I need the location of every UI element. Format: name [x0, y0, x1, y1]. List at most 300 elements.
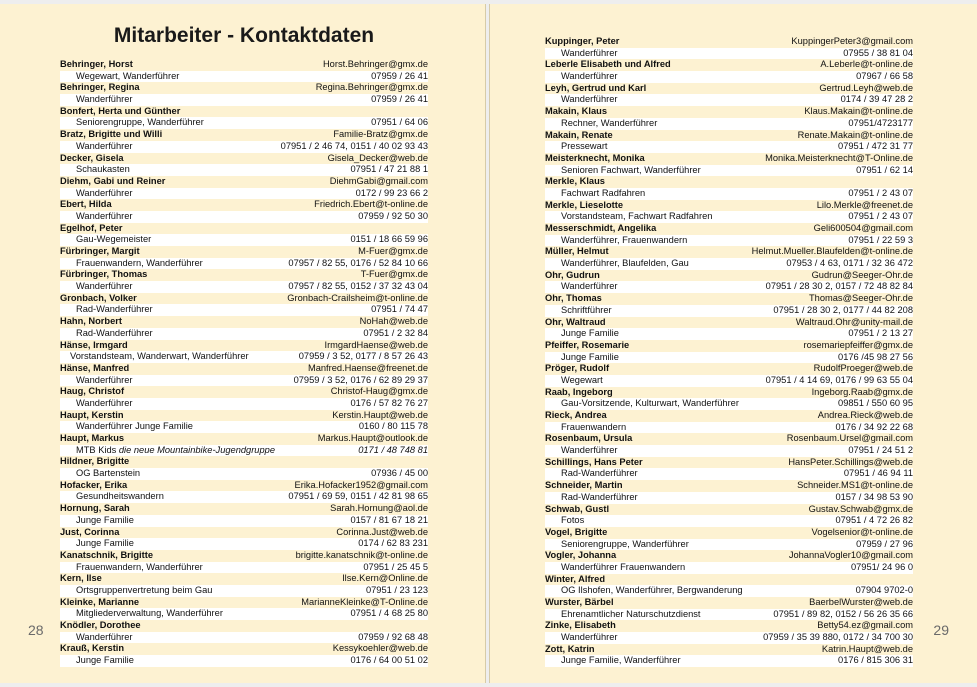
contact-role	[545, 235, 687, 247]
contact-role-row	[545, 562, 913, 574]
contact-name: Fürbringer, Thomas	[60, 269, 148, 280]
contact-name-row	[60, 269, 428, 281]
contact-name: Pröger, Rudolf	[545, 363, 610, 374]
contact-entry	[545, 176, 913, 199]
contact-name: Diehm, Gabi und Reiner	[60, 175, 166, 186]
contact-email: Gronbach-Crailsheim@t-online.de	[287, 292, 428, 303]
contact-role	[60, 94, 133, 106]
contact-role-text: Seniorengruppe, Wanderführer	[561, 538, 689, 549]
contact-role	[545, 48, 618, 60]
contact-role-text: Junge Familie, Wanderführer	[561, 655, 681, 666]
contact-role	[60, 421, 193, 433]
contact-role-text: Wanderführer, Blaufelden, Gau	[561, 258, 689, 269]
contact-entry	[60, 527, 428, 550]
contact-phone: 07951 / 62 14	[856, 164, 913, 175]
contact-name: Vogler, Johanna	[545, 550, 617, 561]
contact-name-row	[545, 433, 913, 445]
contact-name: Winter, Alfred	[545, 573, 606, 584]
contact-phone: 0157 / 34 98 53 90	[835, 491, 913, 502]
contact-role-text: Rad-Wanderführer	[561, 491, 638, 502]
contact-role-row	[545, 515, 913, 527]
contact-phone: 07951 / 24 51 2	[848, 445, 913, 456]
contact-entry	[545, 504, 913, 527]
contact-name: Ohr, Waltraud	[545, 316, 606, 327]
contact-role-row	[60, 304, 428, 316]
contact-phone: 0176 / 34 92 22 68	[835, 421, 913, 432]
contact-role-text: Wanderführer	[561, 71, 618, 82]
contact-role	[60, 562, 203, 574]
contact-email: RudolfProeger@web.de	[813, 363, 913, 374]
contact-role-row	[545, 609, 913, 621]
contact-email: Lilo.Merkle@freenet.de	[816, 199, 913, 210]
contact-role-text: Wanderführer	[76, 94, 133, 105]
contact-role	[60, 328, 153, 340]
contact-name-row	[545, 246, 913, 258]
contact-role-text: Wanderführer	[76, 210, 133, 221]
contact-role	[545, 281, 618, 293]
contact-role	[545, 375, 603, 387]
contact-role-text: Vorstandsteam, Wanderwart, Wanderführer	[70, 351, 249, 362]
contact-phone: 0176 / 57 82 76 27	[350, 397, 428, 408]
contact-name: Kern, Ilse	[60, 573, 102, 584]
contact-email: HansPeter.Schillings@web.de	[788, 456, 913, 467]
contact-phone: 07959 / 92 68 48	[358, 631, 428, 642]
contact-name-row	[545, 223, 913, 235]
contact-email: Katrin.Haupt@web.de	[821, 643, 913, 654]
contact-role-text: Wanderführer	[76, 374, 133, 385]
contact-name: Leberle Elisabeth und Alfred	[545, 59, 671, 70]
contact-phone: 07951 / 28 30 2, 0157 / 72 48 82 84	[765, 281, 913, 292]
contact-name-row	[545, 340, 913, 352]
contact-phone: 07959 / 3 52, 0176 / 62 89 29 37	[293, 374, 428, 385]
contact-entry	[545, 644, 913, 667]
contact-role-text: Gau-Wegemeister	[76, 234, 152, 245]
contact-role-text: Rechner, Wanderführer	[561, 117, 658, 128]
contact-entry	[545, 550, 913, 573]
contact-phone: 07951 / 22 59 3	[848, 234, 913, 245]
contact-entry	[60, 199, 428, 222]
contact-role-text: Vorstandsteam, Fachwart Radfahren	[561, 211, 713, 222]
contact-entry	[60, 410, 428, 433]
contact-name: Ohr, Gudrun	[545, 269, 600, 280]
contact-role	[545, 539, 689, 551]
contact-role-text: Wanderführer	[561, 632, 618, 643]
contact-entry	[545, 293, 913, 316]
contact-entry	[60, 643, 428, 666]
contact-role-row	[60, 141, 428, 153]
contact-role-text: Gau-Vorsitzende, Kulturwart, Wanderführer	[561, 398, 739, 409]
contact-entry	[545, 153, 913, 176]
contact-role-text: Wanderführer	[76, 397, 133, 408]
contact-role-row	[545, 398, 913, 410]
contact-phone: 07951 / 47 21 88 1	[350, 164, 428, 175]
contact-role-row	[545, 655, 913, 667]
contact-name-row	[60, 223, 428, 235]
contact-name-row	[60, 153, 428, 165]
contact-name: Behringer, Regina	[60, 82, 140, 93]
contact-role-row	[60, 258, 428, 270]
contact-role-text: Fachwart Radfahren	[561, 187, 646, 198]
contact-name-row	[60, 620, 428, 632]
contact-email: Manfred.Haense@freenet.de	[307, 362, 428, 373]
contact-phone: 07953 / 4 63, 0171 / 32 36 472	[786, 258, 913, 269]
contact-name: Egelhof, Peter	[60, 222, 123, 233]
contact-entry	[545, 340, 913, 363]
contact-entry	[60, 620, 428, 643]
contact-entry	[60, 246, 428, 269]
contact-phone: 07951 / 4 14 69, 0176 / 99 63 55 04	[765, 374, 913, 385]
contact-email: Regina.Behringer@gmx.de	[315, 82, 428, 93]
contact-role-row	[545, 585, 913, 597]
contact-role	[60, 281, 133, 293]
contact-name: Hahn, Norbert	[60, 316, 122, 327]
contact-name: Hofacker, Erika	[60, 479, 128, 490]
contact-entry	[60, 503, 428, 526]
contact-phone: 0160 / 80 115 78	[358, 421, 428, 432]
contact-name-row	[545, 597, 913, 609]
contact-name-row	[60, 527, 428, 539]
contact-role-text: Wanderführer	[561, 94, 618, 105]
contact-role-row	[60, 585, 428, 597]
contact-name-row	[60, 456, 428, 468]
contact-role	[545, 71, 618, 83]
contact-role	[545, 562, 685, 574]
contact-name-row	[60, 503, 428, 515]
contact-entry	[60, 363, 428, 386]
contact-name: Hänse, Manfred	[60, 362, 130, 373]
contact-email: Andrea.Rieck@web.de	[817, 410, 913, 420]
contact-role	[545, 632, 618, 644]
contact-name-row	[545, 130, 913, 142]
contact-name: Ohr, Thomas	[545, 293, 602, 304]
contact-name: Zott, Katrin	[545, 643, 595, 654]
contact-name: Schillings, Hans Peter	[545, 456, 643, 467]
contact-name: Bonfert, Herta und Günther	[60, 105, 181, 116]
contact-role	[60, 141, 133, 153]
contact-email: Erika.Hofacker1952@gmail.com	[294, 479, 428, 490]
contact-role-row	[60, 234, 428, 246]
contact-role-text: Wanderführer	[561, 47, 618, 58]
contact-name: Rosenbaum, Ursula	[545, 433, 633, 444]
contact-email: Vogelsenior@t-online.de	[811, 526, 913, 537]
contact-role	[60, 445, 275, 457]
contact-name: Pfeiffer, Rosemarie	[545, 339, 630, 350]
contact-role-row	[545, 375, 913, 387]
contact-role-row	[545, 445, 913, 457]
contact-role	[545, 305, 612, 317]
contact-role	[60, 585, 212, 597]
contact-phone: 09851 / 550 60 95	[838, 398, 913, 409]
contact-role	[60, 71, 179, 83]
contact-name: Fürbringer, Margit	[60, 246, 140, 256]
contact-role-row	[545, 118, 913, 130]
contact-email: Christof-Haug@gmx.de	[330, 386, 428, 397]
contact-email: Waltraud.Ohr@unity-mail.de	[795, 316, 913, 327]
contact-name: Behringer, Horst	[60, 59, 133, 69]
contact-email: rosemariepfeiffer@gmx.de	[803, 339, 913, 350]
contact-email: IrmgardHaense@web.de	[324, 339, 428, 350]
contact-name: Zinke, Elisabeth	[545, 620, 616, 631]
contact-phone: 0174 / 62 83 231	[358, 538, 428, 549]
contact-name-row	[545, 200, 913, 212]
contact-name-row	[60, 363, 428, 375]
contact-email: Friedrich.Ebert@t-online.de	[314, 199, 428, 210]
contact-name-row	[60, 82, 428, 94]
contact-role-text: Pressewart	[561, 141, 608, 152]
contact-email: NoHah@web.de	[359, 316, 428, 327]
contact-role-row	[60, 468, 428, 480]
contact-name-row	[545, 644, 913, 656]
contact-role-row	[545, 632, 913, 644]
contact-name-row	[545, 504, 913, 516]
contact-phone: 07959 / 27 96	[856, 538, 913, 549]
contact-email: A.Leberle@t-online.de	[820, 59, 913, 70]
contact-role-text: OG Ilshofen, Wanderführer, Bergwanderung	[561, 585, 743, 596]
contact-phone: 0174 / 39 47 28 2	[840, 94, 913, 105]
contact-role	[60, 258, 203, 270]
contact-name-row	[545, 410, 913, 422]
contact-phone: 07951 / 28 30 2, 0177 / 44 82 208	[773, 304, 913, 315]
contact-email: Klaus.Makain@t-online.de	[804, 106, 913, 117]
contact-name-row	[60, 480, 428, 492]
contact-email: Familie-Bratz@gmx.de	[333, 129, 428, 140]
contact-phone: 07959 / 26 41	[371, 70, 428, 81]
contact-entry	[545, 200, 913, 223]
contact-name: Kanatschnik, Brigitte	[60, 549, 153, 560]
contact-email: Kessykoehler@web.de	[332, 643, 428, 654]
contact-role	[60, 398, 133, 410]
page-number-left: 28	[28, 622, 44, 638]
contact-email: brigitte.kanatschnik@t-online.de	[295, 549, 428, 560]
contact-role-row	[60, 445, 428, 457]
contact-email: Corinna.Just@web.de	[336, 526, 428, 537]
contact-role	[545, 118, 657, 130]
contact-role	[60, 211, 133, 223]
contact-phone: 07951 / 2 43 07	[848, 187, 913, 198]
contact-role-row	[545, 48, 913, 60]
contact-role	[60, 468, 140, 480]
contact-role-row	[60, 117, 428, 129]
contact-role-row	[60, 71, 428, 83]
contact-role	[60, 117, 204, 129]
contact-entry	[60, 480, 428, 503]
contact-entry	[545, 223, 913, 246]
contact-entry	[545, 620, 913, 643]
contact-entry	[60, 293, 428, 316]
contact-email: Horst.Behringer@gmx.de	[322, 59, 428, 69]
contact-name-row	[60, 293, 428, 305]
contact-email: BaerbelWurster@web.de	[809, 597, 913, 607]
contact-email: Gustav.Schwab@gmx.de	[808, 503, 913, 514]
contact-role	[60, 632, 133, 644]
contact-entry	[60, 456, 428, 479]
contact-name-row	[545, 83, 913, 95]
contact-role-text: Junge Familie	[76, 538, 134, 549]
contact-role-text: Schriftführer	[561, 304, 612, 315]
contact-entry	[60, 106, 428, 129]
contact-entry	[545, 574, 913, 597]
contact-role-row	[545, 71, 913, 83]
contact-email: Gertrud.Leyh@web.de	[819, 82, 913, 93]
contact-entry	[545, 387, 913, 410]
contact-role	[60, 375, 133, 387]
contact-phone: 07959 / 35 39 880, 0172 / 34 700 30	[763, 632, 913, 643]
contact-phone: 07959 / 26 41	[371, 94, 428, 105]
contact-name-row	[545, 550, 913, 562]
contact-name-row	[60, 246, 428, 258]
contact-role	[60, 608, 223, 620]
contact-phone: 07955 / 38 81 04	[843, 47, 913, 58]
contact-role-row	[60, 328, 428, 340]
contact-email: Kerstin.Haupt@web.de	[332, 409, 428, 420]
contact-role-row	[60, 632, 428, 644]
contact-email: DiehmGabi@gmail.com	[329, 175, 428, 186]
contact-entry	[60, 433, 428, 456]
contact-entry	[60, 316, 428, 339]
contact-phone: 07951 / 2 13 27	[848, 328, 913, 339]
contact-name: Messerschmidt, Angelika	[545, 223, 657, 233]
contact-phone: 07951 / 25 45 5	[363, 561, 428, 572]
contact-name-row	[60, 643, 428, 655]
contact-name-row	[545, 387, 913, 399]
contact-name: Hornung, Sarah	[60, 503, 130, 514]
contact-role	[545, 188, 645, 200]
contact-phone: 07904 9702-0	[855, 585, 913, 596]
contact-role-text: Frauenwandern	[561, 421, 627, 432]
contact-role-row	[545, 352, 913, 364]
contact-role	[545, 328, 619, 340]
contact-name-row	[60, 129, 428, 141]
contact-role-text: Wanderführer	[76, 140, 133, 151]
contact-entry	[545, 270, 913, 293]
contact-entry	[60, 59, 428, 82]
contact-list-right	[545, 36, 913, 667]
contact-name: Hänse, Irmgard	[60, 339, 128, 350]
contact-email: Betty54.ez@gmail.com	[817, 620, 913, 631]
contact-phone: 07957 / 82 55, 0152 / 37 32 43 04	[288, 281, 428, 292]
contact-name: Bratz, Brigitte und Willi	[60, 129, 163, 140]
contact-name-row	[545, 59, 913, 71]
contact-role-row	[60, 211, 428, 223]
contact-entry	[60, 597, 428, 620]
contact-name-row	[545, 457, 913, 469]
contact-email: Rosenbaum.Ursel@gmail.com	[786, 433, 913, 444]
contact-role-text: Junge Familie	[76, 655, 134, 666]
contact-role-text: MTB Kids	[76, 444, 119, 455]
contact-role-text: OG Bartenstein	[76, 468, 141, 479]
contact-name-row	[545, 293, 913, 305]
contact-entry	[545, 246, 913, 269]
contact-phone: 07951 / 46 94 11	[843, 468, 913, 479]
contact-role	[545, 94, 618, 106]
contact-name: Schwab, Gustl	[545, 503, 610, 514]
contact-name: Müller, Helmut	[545, 246, 609, 257]
contact-name-row	[545, 176, 913, 188]
contact-email: MarianneKleinke@T-Online.de	[301, 596, 428, 607]
contact-phone: 07951 / 23 123	[365, 584, 428, 595]
contact-role-row	[545, 258, 913, 270]
contact-email: KuppingerPeter3@gmail.com	[791, 36, 913, 46]
contact-role-text: Wanderführer	[76, 281, 133, 292]
contact-name-row	[60, 550, 428, 562]
contact-role-row	[60, 281, 428, 293]
contact-role-text: Frauenwandern, Wanderführer	[76, 257, 203, 268]
contact-role-text: Wanderführer Junge Familie	[76, 421, 193, 432]
contact-name: Just, Corinna	[60, 526, 120, 537]
contact-role-text: Mitgliederverwaltung, Wanderführer	[76, 608, 223, 619]
contact-name-row	[545, 317, 913, 329]
contact-role-row	[545, 141, 913, 153]
contact-role-text: Wegewart	[561, 374, 603, 385]
contact-role-text: Wanderführer	[561, 281, 618, 292]
contact-role-text: Wanderführer, Frauenwandern	[561, 234, 688, 245]
contact-phone: 07951 / 4 72 26 82	[835, 515, 913, 526]
contact-email: Monika.Meisterknecht@T-Online.de	[765, 152, 913, 163]
contact-email: Renate.Makain@t-online.de	[797, 129, 913, 140]
contact-name: Merkle, Klaus	[545, 176, 605, 187]
contact-role	[545, 515, 584, 527]
contact-role-row	[60, 421, 428, 433]
contact-entry	[60, 82, 428, 105]
contact-role-text: Junge Familie	[561, 328, 619, 339]
contact-phone: 07957 / 82 55, 0176 / 52 84 10 66	[288, 257, 428, 268]
contact-name: Meisterknecht, Monika	[545, 152, 645, 163]
contact-role	[545, 398, 739, 410]
contact-entry	[545, 363, 913, 386]
contact-phone: 0157 / 81 67 18 21	[350, 514, 428, 525]
contact-role-row	[60, 562, 428, 574]
contact-entry	[60, 340, 428, 363]
contact-entry	[60, 176, 428, 199]
contact-email: Helmut.Mueller.Blaufelden@t-online.de	[751, 246, 913, 257]
contact-name: Decker, Gisela	[60, 152, 124, 163]
contact-name: Raab, Ingeborg	[545, 386, 613, 397]
contact-name-row	[545, 153, 913, 165]
contact-entry	[545, 59, 913, 82]
contact-role-row	[60, 375, 428, 387]
contact-role	[60, 655, 134, 667]
contact-role-text: Ortsgruppenvertretung beim Gau	[76, 584, 213, 595]
contact-role	[545, 422, 626, 434]
contact-entry	[545, 410, 913, 433]
contact-entry	[545, 480, 913, 503]
contact-name: Schneider, Martin	[545, 480, 623, 491]
contact-role	[545, 655, 681, 667]
contact-phone: 07951 / 89 82, 0152 / 56 26 35 66	[773, 608, 913, 619]
contact-phone: 07959 / 3 52, 0177 / 8 57 26 43	[298, 351, 428, 362]
contact-phone: 07951 / 64 06	[371, 117, 428, 128]
contact-entry	[545, 597, 913, 620]
contact-phone: 07959 / 92 50 30	[358, 210, 428, 221]
contact-email: Ilse.Kern@Online.de	[342, 573, 428, 584]
contact-role	[545, 165, 701, 177]
contact-name-row	[545, 620, 913, 632]
contact-phone: 07951 / 472 31 77	[838, 141, 913, 152]
contact-phone: 0176 / 64 00 51 02	[350, 655, 428, 666]
contact-email: Sarah.Hornung@aol.de	[330, 503, 428, 514]
contact-email: Geli600504@gmail.com	[813, 223, 913, 233]
contact-role-row	[60, 538, 428, 550]
contact-name: Haupt, Markus	[60, 433, 125, 443]
contact-phone: 0172 / 99 23 66 2	[355, 187, 428, 198]
contact-role-italic: die neue Mountainbike-Jugendgruppe	[118, 444, 275, 455]
contact-role-row	[545, 94, 913, 106]
contact-name-row	[60, 340, 428, 352]
contact-role	[545, 445, 618, 457]
contact-role-row	[545, 422, 913, 434]
contact-role-row	[545, 235, 913, 247]
contact-role	[545, 585, 743, 597]
